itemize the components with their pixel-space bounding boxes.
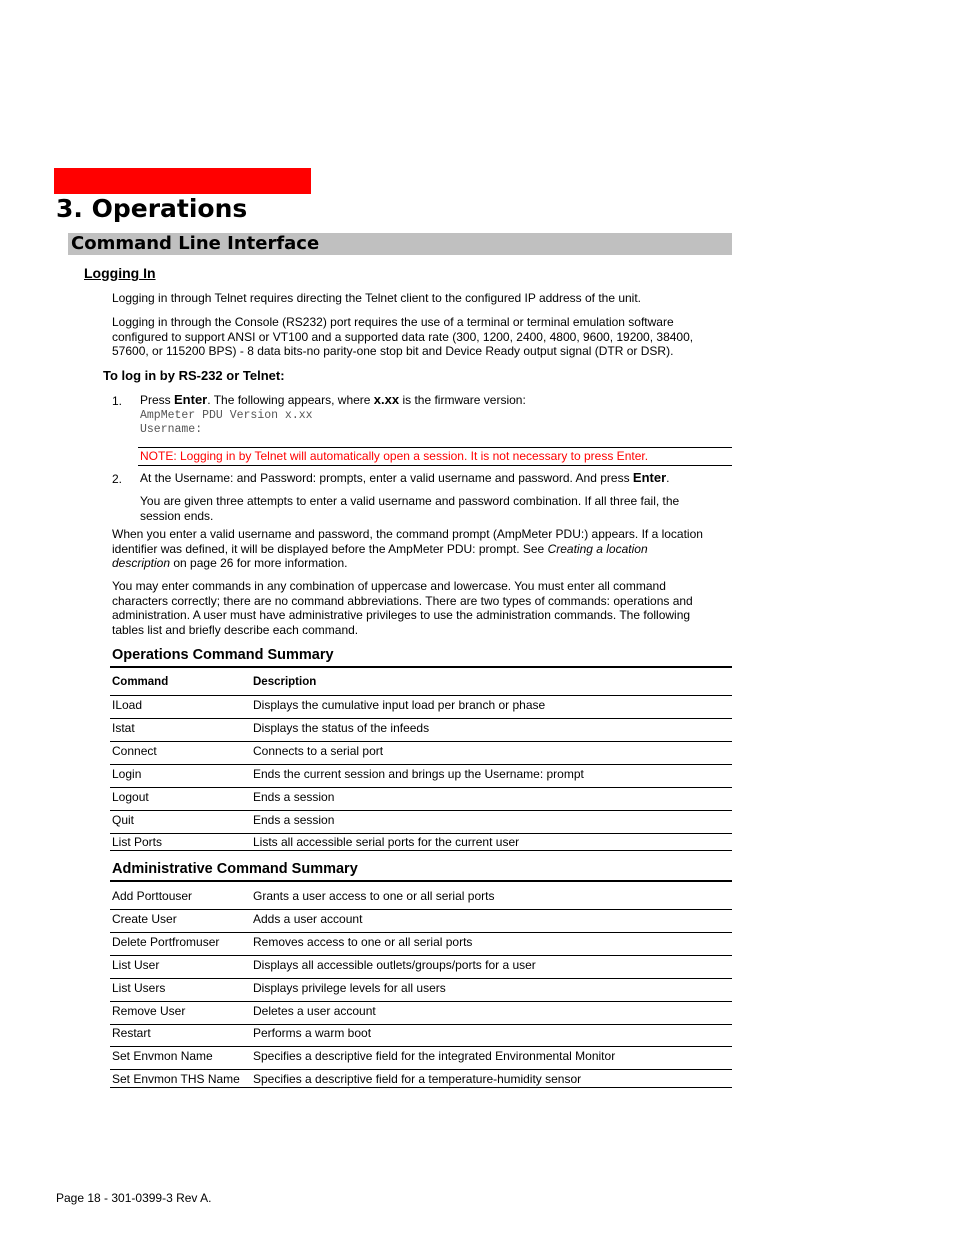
code-sample <box>140 409 313 437</box>
command-cell: ILoad <box>112 698 143 712</box>
text-line: characters correctly; there are no command abbreviations. There are two types of commands: operations and <box>112 593 693 608</box>
description-cell: Displays the status of the infeeds <box>253 721 430 735</box>
command-cell: Set Envmon THS Name <box>112 1072 240 1086</box>
table-row <box>110 718 732 742</box>
step-2-text <box>140 471 670 486</box>
description-cell: Connects to a serial port <box>253 744 384 758</box>
admin-table-title: Administrative Command Summary <box>112 861 358 877</box>
description-cell: Specifies a descriptive field for a temperature-humidity sensor <box>253 1072 582 1086</box>
step-number: 1. <box>112 394 123 408</box>
step-1-text <box>140 393 526 408</box>
subsection-title: Logging In <box>84 265 156 281</box>
column-header-command: Command <box>112 676 169 688</box>
commands-paragraph <box>112 579 693 637</box>
table-header-row <box>110 672 732 696</box>
text-span: on page 26 for more information. <box>170 556 348 570</box>
table-row <box>110 810 732 834</box>
description-cell: Displays the cumulative input load per branch or phase <box>253 698 546 712</box>
version-variable: x.xx <box>373 392 400 407</box>
table-row <box>110 886 732 910</box>
intro-paragraph-console <box>112 315 693 359</box>
description-cell: Ends a session <box>253 790 335 804</box>
table-row <box>110 787 732 811</box>
command-cell: Logout <box>112 790 149 804</box>
intro-paragraph-telnet: Logging in through Telnet requires directing the Telnet client to the configured IP address of the unit. <box>112 291 642 305</box>
description-cell: Grants a user access to one or all serial ports <box>253 889 495 903</box>
command-cell: Connect <box>112 744 157 758</box>
table-top-rule <box>110 880 732 882</box>
command-cell: Set Envmon Name <box>112 1049 213 1063</box>
text-line: tables list and briefly describe each command. <box>112 622 359 637</box>
text-line: When you enter a valid username and password, the command prompt (AmpMeter PDU:) appears. If a location <box>112 527 703 541</box>
step-2-detail <box>140 494 679 523</box>
command-cell: List Users <box>112 981 166 995</box>
step-number: 2. <box>112 472 123 486</box>
command-cell: Restart <box>112 1026 151 1040</box>
command-cell: List User <box>112 958 160 972</box>
table-row <box>110 932 732 956</box>
text-line <box>112 556 703 571</box>
command-prompt-paragraph <box>112 527 703 571</box>
description-cell: Ends the current session and brings up the Username: prompt <box>253 767 584 781</box>
cross-reference-link[interactable]: description <box>112 556 171 570</box>
description-cell: Ends a session <box>253 813 335 827</box>
command-cell: Remove User <box>112 1004 186 1018</box>
description-cell: Adds a user account <box>253 912 363 926</box>
step-text: Press <box>140 393 175 407</box>
step-text: . The following appears, where <box>207 393 374 407</box>
table-row <box>110 695 732 719</box>
command-cell: Quit <box>112 813 135 827</box>
command-cell: Login <box>112 767 142 781</box>
command-cell: Delete Portfromuser <box>112 935 220 949</box>
description-cell: Lists all accessible serial ports for the current user <box>253 835 520 849</box>
text-line <box>112 542 703 557</box>
step-text: is the firmware version: <box>399 393 526 407</box>
description-cell: Performs a warm boot <box>253 1026 372 1040</box>
command-cell: List Ports <box>112 835 163 849</box>
description-cell: Displays all accessible outlets/groups/ports for a user <box>253 958 536 972</box>
text-line: administration. A user must have administrative privileges to use the administration commands. The following <box>112 608 691 622</box>
table-row <box>110 978 732 1002</box>
text-span: identifier was defined, it will be displayed before the AmpMeter PDU: prompt. See <box>112 541 548 556</box>
step-text: . <box>666 471 670 485</box>
command-cell: Add Porttouser <box>112 889 193 903</box>
table-row <box>110 1046 732 1070</box>
step-text: At the Username: and Password: prompts, enter a valid username and password. And press <box>140 471 633 485</box>
chapter-title: 3. Operations <box>56 194 248 223</box>
description-cell: Specifies a descriptive field for the integrated Environmental Monitor <box>253 1049 616 1063</box>
section-title: Command Line Interface <box>71 233 320 254</box>
description-cell: Removes access to one or all serial ports <box>253 935 473 949</box>
note-box <box>138 447 732 466</box>
procedure-heading: To log in by RS-232 or Telnet: <box>103 368 285 383</box>
table-row <box>110 741 732 765</box>
command-cell: Istat <box>112 721 135 735</box>
table-row <box>110 909 732 933</box>
text-line: Logging in through the Console (RS232) port requires the use of a terminal or terminal emulation software <box>112 315 674 329</box>
page-footer: Page 18 - 301-0399-3 Rev A. <box>56 1191 212 1205</box>
cross-reference-link[interactable]: Creating a location <box>547 541 648 556</box>
table-row <box>110 832 732 851</box>
enter-key-label: Enter <box>174 392 208 407</box>
table-row <box>110 1069 732 1088</box>
description-cell: Displays privilege levels for all users <box>253 981 446 995</box>
text-line: 57600, or 115200 BPS) - 8 data bits-no parity-one stop bit and Device Ready output signal (DTR or DSR). <box>112 344 674 358</box>
text-line: You may enter commands in any combination of uppercase and lowercase. You must enter all command <box>112 579 666 593</box>
table-row <box>110 955 732 979</box>
table-top-rule <box>110 666 732 668</box>
enter-key-label: Enter <box>632 470 667 485</box>
note-text: NOTE: Logging in by Telnet will automatically open a session. It is not necessary to press Enter. <box>140 449 649 463</box>
text-line: session ends. <box>140 508 214 523</box>
text-line: configured to support ANSI or VT100 and a supported data rate (300, 1200, 2400, 4800, 9600, 19200, 38400, <box>112 329 694 344</box>
table-row <box>110 1023 732 1047</box>
text-line: You are given three attempts to enter a valid username and password combination. If all three fail, the <box>140 494 680 508</box>
code-line: AmpMeter PDU Version x.xx <box>140 409 313 422</box>
description-cell: Deletes a user account <box>253 1004 376 1018</box>
table-row <box>110 1001 732 1025</box>
command-cell: Create User <box>112 912 177 926</box>
code-line: Username: <box>140 423 203 436</box>
table-row <box>110 764 732 788</box>
ops-table-title: Operations Command Summary <box>112 647 334 663</box>
column-header-description: Description <box>253 676 317 688</box>
